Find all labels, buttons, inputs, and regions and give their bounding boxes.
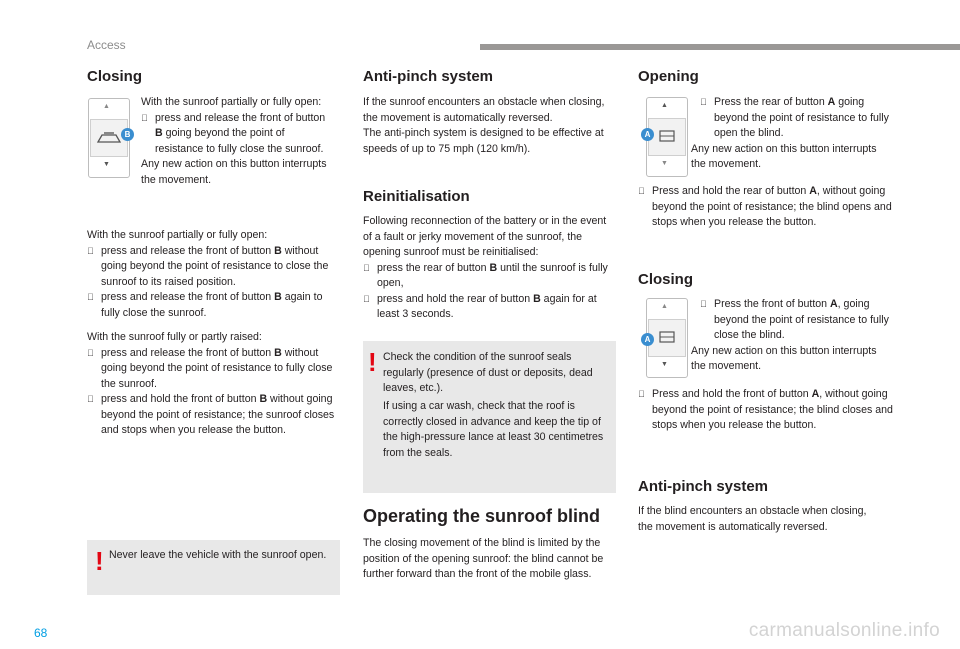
reinitialisation-bullet-2: press and hold the rear of button B again for at least 3 seconds. xyxy=(363,292,617,323)
section-title: Access xyxy=(87,38,126,52)
warning-seals-text: Check the condition of the sunroof seals regularly (presence of dust or deposits, dead leaves, etc.). xyxy=(383,351,593,394)
opening-heading: Opening xyxy=(638,68,699,85)
arrow-up-icon: ▲ xyxy=(103,103,110,110)
arrow-up-icon: ▲ xyxy=(661,303,668,310)
button-a-marker: A xyxy=(641,333,654,346)
warning-text: Never leave the vehicle with the sunroof open. xyxy=(109,549,327,561)
blind-icon xyxy=(649,320,685,356)
blind-closing-heading: Closing xyxy=(638,271,693,288)
bullet-icon xyxy=(700,95,714,142)
opening-bullet-2: Press and hold the rear of button A, without going beyond the point of resistance; the blind opens and stops when you release the button. xyxy=(638,184,894,231)
reinitialisation-block xyxy=(363,214,617,323)
opening-b2-block xyxy=(638,184,894,231)
warning-car-wash-text: If using a car wash, check that the roof is correctly closed in advance and keep the tip of the high-pressure lance at least 30 centimetres from the seals. xyxy=(383,400,604,459)
blind-anti-pinch-block xyxy=(638,504,870,535)
blind-closing-block xyxy=(691,297,891,375)
opening-note: Any new action on this button interrupts the movement. xyxy=(691,142,877,170)
arrow-down-icon: ▼ xyxy=(661,160,668,167)
sunroof-blind-block xyxy=(363,536,617,583)
bullet-icon xyxy=(87,244,101,291)
arrow-down-icon: ▼ xyxy=(103,161,110,168)
anti-pinch-block xyxy=(363,95,615,157)
bullet-icon xyxy=(87,392,101,439)
watermark-text: carmanualsonline.info xyxy=(748,620,940,641)
closing-p3-bullet-1: press and release the front of button B without going beyond the point of resistance to fully close the sunroof. xyxy=(87,346,340,393)
bullet-icon xyxy=(700,297,714,344)
opening-block xyxy=(691,95,891,173)
closing-p3-block xyxy=(87,330,340,439)
page-number: 68 xyxy=(34,626,48,640)
button-b-marker: B xyxy=(121,128,134,141)
closing-intro-bullet: press and release the front of button B going beyond the point of resistance to fully close the sunroof. xyxy=(141,111,329,158)
header-bar xyxy=(480,44,960,50)
warning-box-sunroof-open xyxy=(87,540,340,595)
blind-anti-pinch-heading: Anti-pinch system xyxy=(638,478,769,495)
reinitialisation-heading: Reinitialisation xyxy=(363,188,470,205)
sunroof-blind-heading: Operating the sunroof blind xyxy=(363,506,600,526)
blind-switch-button xyxy=(648,118,686,156)
closing-p3: With the sunroof fully or partly raised: xyxy=(87,331,262,343)
anti-pinch-p1: If the sunroof encounters an obstacle when closing, the movement is automatically reversed. xyxy=(363,96,605,124)
bullet-icon xyxy=(87,290,101,321)
closing-p2-bullet-2: press and release the front of button B again to fully close the sunroof. xyxy=(87,290,340,321)
opening-bullet: Press the rear of button A going beyond the point of resistance to fully open the blind. xyxy=(700,95,891,142)
bullet-icon xyxy=(141,111,155,158)
bullet-icon xyxy=(363,292,377,323)
blind-anti-pinch-text: If the blind encounters an obstacle when closing, the movement is automatically reversed. xyxy=(638,505,867,533)
bullet-icon xyxy=(638,387,652,434)
blind-closing-b2-block xyxy=(638,387,894,434)
closing-p2: With the sunroof partially or fully open: xyxy=(87,229,268,241)
arrow-up-icon: ▲ xyxy=(661,102,668,109)
closing-p3-bullet-2: press and hold the front of button B without going beyond the point of resistance; the sunroof closes and stops when you release the button. xyxy=(87,392,340,439)
closing-intro-note: Any new action on this button interrupts the movement. xyxy=(141,158,327,186)
blind-closing-note: Any new action on this button interrupts the movement. xyxy=(691,344,877,372)
warning-icon: ! xyxy=(95,546,104,576)
arrow-down-icon: ▼ xyxy=(661,361,668,368)
sunroof-blind-text: The closing movement of the blind is limited by the position of the opening sunroof: the blind cannot be further forward than the front of the mobile glass. xyxy=(363,537,604,580)
closing-p2-block xyxy=(87,228,340,321)
bullet-icon xyxy=(87,346,101,393)
warning-icon: ! xyxy=(368,347,377,377)
blind-closing-bullet: Press the front of button A, going beyond the point of resistance to fully close the blind. xyxy=(700,297,891,344)
blind-icon xyxy=(649,119,685,155)
closing-p2-bullet-1: press and release the front of button B without going beyond the point of resistance to close the sunroof to its raised position. xyxy=(87,244,340,291)
warning-box-seals xyxy=(363,341,616,493)
closing-heading: Closing xyxy=(87,68,142,85)
closing-intro: With the sunroof partially or fully open: xyxy=(141,96,322,108)
blind-closing-bullet-2: Press and hold the front of button A, without going beyond the point of resistance; the blind closes and stops when you release the button. xyxy=(638,387,894,434)
closing-intro-block xyxy=(141,95,329,188)
button-a-marker: A xyxy=(641,128,654,141)
reinitialisation-bullet-1: press the rear of button B until the sunroof is fully open, xyxy=(363,261,617,292)
anti-pinch-p2: The anti-pinch system is designed to be effective at speeds of up to 75 mph (120 km/h). xyxy=(363,127,604,155)
reinitialisation-intro: Following reconnection of the battery or in the event of a fault or jerky movement of the sunroof, the opening sunroof must be reinitialised: xyxy=(363,215,607,258)
bullet-icon xyxy=(638,184,652,231)
bullet-icon xyxy=(363,261,377,292)
anti-pinch-heading: Anti-pinch system xyxy=(363,68,494,85)
